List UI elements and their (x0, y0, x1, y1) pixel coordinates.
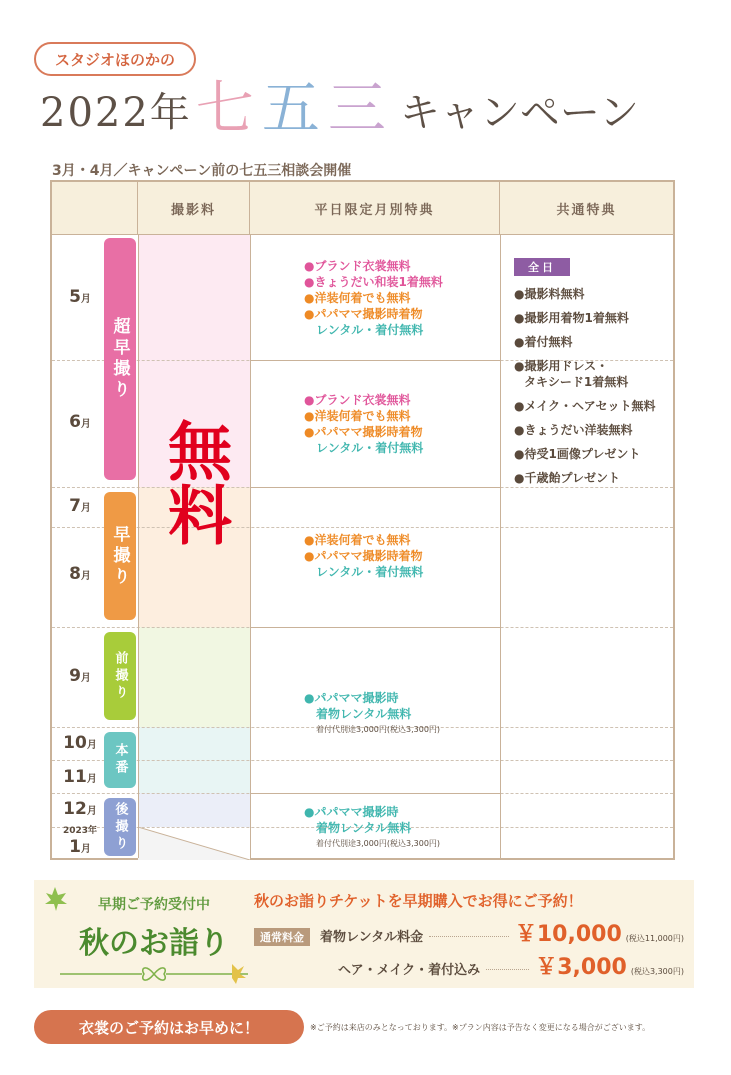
benefit-line: ●ブランド衣裳無料 (304, 393, 411, 407)
band-blue (138, 793, 250, 827)
common-benefit-list (514, 286, 674, 486)
header-blank (52, 182, 138, 234)
costume-reservation-badge: 衣裳のご予約はお早めに！ (34, 1010, 304, 1044)
common-benefit-item: ●待受1画像プレゼント (514, 447, 641, 461)
price-row-kimono (254, 917, 684, 948)
common-benefit-item: タキシード1着無料 (524, 375, 629, 389)
header-weekday-benefit: 平日限定月別特典 (250, 182, 500, 234)
benefit-sep-nov (252, 690, 502, 738)
leader-dots (486, 969, 529, 970)
benefit-line: ●洋装何着でも無料 (304, 409, 411, 423)
benefit-line: ●パパママ撮影時 (304, 691, 399, 705)
year-2023: 2023年 (62, 826, 98, 836)
leader-dots (429, 936, 509, 937)
benefit-note: 着付代別途3,000円(税込3,300円) (316, 839, 441, 848)
regular-price-tag: 通常料金 (254, 928, 310, 946)
price-tax: (税込11,000円) (625, 934, 684, 943)
fee-fold-corner (138, 827, 250, 860)
common-benefit-item: ●撮影料無料 (514, 287, 585, 301)
common-benefits (514, 256, 674, 494)
fee-free (138, 418, 250, 546)
month-may: 5月 (69, 287, 91, 307)
benefit-may (252, 258, 502, 338)
benefit-line: ●洋装何着でも無料 (304, 291, 411, 305)
tab-main: 本番 (104, 732, 136, 788)
header-fee: 撮影料 (138, 182, 250, 234)
col-divider (250, 234, 251, 858)
benefit-line: ●洋装何着でも無料 (304, 533, 411, 547)
benefit-line: ●パパママ撮影時着物 (304, 425, 423, 439)
title-year: 2022年 (40, 90, 192, 136)
price-tax: (税込3,300円) (630, 967, 684, 976)
footer-note: ※ご予約は来店のみとなっております。※プラン内容は予告なく変更になる場合がございます。 (310, 1023, 651, 1032)
common-benefit-item: ●撮影用着物1着無料 (514, 311, 629, 325)
month-july: 7月 (69, 496, 91, 516)
common-benefit-item: ●撮影用ドレス・ (514, 359, 609, 373)
title-kanji-3: 三 (327, 74, 386, 142)
early-reservation-label: 早期ご予約受付中 (98, 897, 210, 913)
benefit-line: ●パパママ撮影時 (304, 805, 399, 819)
common-benefit-item: ●メイク・ヘアセット無料 (514, 399, 656, 413)
autumn-visit-box (34, 880, 694, 988)
month-january: 1月 (69, 837, 91, 857)
benefit-line: レンタル・着付無料 (316, 323, 424, 337)
all-days-badge: 全日 (514, 258, 570, 276)
campaign-table (50, 180, 675, 860)
header-common-benefit: 共通特典 (500, 182, 673, 234)
price-value: ￥3,000 (535, 955, 627, 980)
month-september: 9月 (69, 666, 91, 686)
month-december: 12月 (63, 799, 97, 819)
benefit-note: 着付代別途3,000円(税込3,300円) (316, 725, 441, 734)
autumn-right (254, 890, 684, 981)
studio-name-badge: スタジオほのかの (34, 42, 196, 76)
benefit-line: ●パパママ撮影時着物 (304, 307, 423, 321)
fee-free-text: 無料 (157, 418, 231, 546)
title-campaign: キャンペーン (399, 90, 640, 136)
campaign-title (40, 74, 640, 142)
benefit-divider (250, 793, 500, 794)
month-divider (52, 760, 673, 761)
price-label: 着物レンタル料金 (320, 930, 424, 945)
benefit-june (252, 392, 502, 456)
benefit-dec-jan (252, 804, 502, 852)
ribbon-decoration-icon (54, 962, 254, 984)
price-label: ヘア・メイク・着付込み (338, 963, 481, 978)
tab-post: 後撮り (104, 798, 136, 856)
title-kanji-7: 七 (195, 74, 254, 142)
benefit-line: 着物レンタル無料 (316, 821, 412, 835)
benefit-july-aug (252, 532, 502, 580)
common-benefit-item: ●きょうだい洋装無料 (514, 423, 633, 437)
tab-pre: 前撮り (104, 632, 136, 720)
tab-early: 早撮り (104, 492, 136, 620)
benefit-line: レンタル・着付無料 (316, 441, 424, 455)
benefit-divider (250, 487, 500, 488)
month-august: 8月 (69, 564, 91, 584)
price-value: ￥10,000 (514, 922, 622, 947)
benefit-line: 着物レンタル無料 (316, 707, 412, 721)
benefit-divider (250, 627, 500, 628)
common-benefit-item: ●着付無料 (514, 335, 573, 349)
autumn-visit-title: 秋のお詣り (79, 926, 229, 961)
subtitle: 3月・4月／キャンペーン前の七五三相談会開催 (52, 163, 352, 179)
autumn-headline: 秋のお詣りチケットを早期購入でお得にご予約！ (254, 892, 583, 910)
month-october: 10月 (63, 733, 97, 753)
benefit-line: ●きょうだい和装1着無料 (304, 275, 443, 289)
month-november: 11月 (63, 767, 97, 787)
autumn-left (54, 894, 254, 988)
month-june: 6月 (69, 412, 91, 432)
tab-super-early: 超早撮り (104, 238, 136, 480)
price-row-hair (254, 950, 684, 981)
benefit-line: レンタル・着付無料 (316, 565, 424, 579)
title-kanji-5: 五 (261, 74, 320, 142)
col-divider (138, 234, 139, 858)
band-green (138, 627, 250, 727)
common-benefit-item: ●千歳飴プレゼント (514, 471, 620, 485)
benefit-divider (250, 360, 500, 361)
benefit-line: ●パパママ撮影時着物 (304, 549, 423, 563)
benefit-line: ●ブランド衣裳無料 (304, 259, 411, 273)
